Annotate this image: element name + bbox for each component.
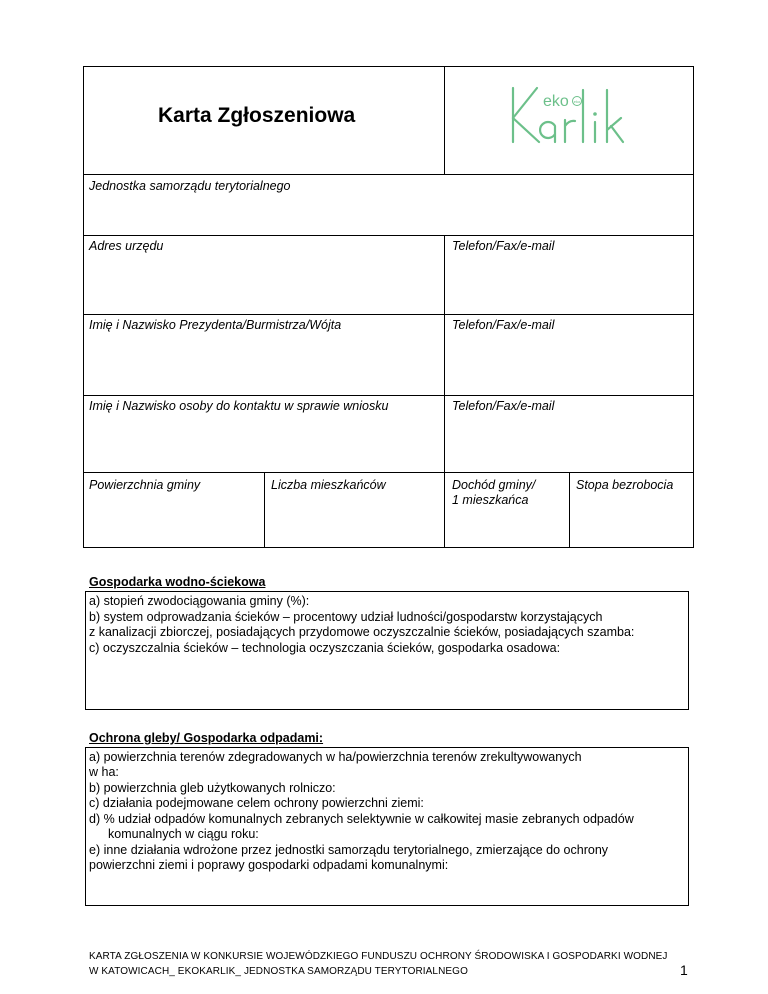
ekokarlik-logo [505, 82, 635, 148]
soil-section-title: Ochrona gleby/ Gospodarka odpadami: [89, 731, 324, 745]
soil-line: w ha: [89, 765, 119, 779]
water-line: z kanalizacji zbiorczej, posiadających przydomowe oczyszczalnie ścieków, posiadających szamba: [89, 625, 635, 639]
row-divider [83, 235, 694, 236]
income-label-line2: 1 mieszkańca [452, 493, 529, 507]
footer-line1: KARTA ZGŁOSZENIA W KONKURSIE WOJEWÓDZKIEGO FUNDUSZU OCHRONY ŚRODOWISKA I GOSPODARKI WODNEJ [89, 951, 668, 962]
unemployment-label: Stopa bezrobocia [576, 478, 674, 492]
population-label: Liczba mieszkańców [271, 478, 386, 492]
mayor-label: Imię i Nazwisko Prezydenta/Burmistrza/Wójta [89, 318, 342, 332]
row-divider [83, 472, 694, 473]
row-divider [83, 314, 694, 315]
col-divider [569, 472, 570, 548]
water-line: a) stopień zwodociągowania gminy (%): [89, 594, 310, 608]
page-number: 1 [680, 962, 688, 978]
soil-line: komunalnych w ciągu roku: [108, 827, 259, 841]
phone-label: Telefon/Fax/e-mail [452, 399, 555, 413]
phone-label: Telefon/Fax/e-mail [452, 318, 555, 332]
water-line: c) oczyszczalnia ścieków – technologia oczyszczania ścieków, gospodarka osadowa: [89, 641, 561, 655]
water-section-title: Gospodarka wodno-ściekowa [89, 575, 266, 589]
soil-line: a) powierzchnia terenów zdegradowanych w ha/powierzchnia terenów zrekultywowanych [89, 750, 582, 764]
jst-label: Jednostka samorządu terytorialnego [89, 179, 291, 193]
soil-line: d) % udział odpadów komunalnych zebranych selektywnie w całkowitej masie zebranych odpadów [89, 812, 634, 826]
col-divider [444, 235, 445, 548]
contact-person-label: Imię i Nazwisko osoby do kontaktu w sprawie wniosku [89, 399, 389, 413]
header-divider [444, 66, 445, 174]
phone-label: Telefon/Fax/e-mail [452, 239, 555, 253]
row-divider [83, 174, 694, 175]
address-label: Adres urzędu [89, 239, 164, 253]
footer-line2: W KATOWICACH_ EKOKARLIK_ JEDNOSTKA SAMORZĄDU TERYTORIALNEGO [89, 966, 468, 977]
logo-eko-text: eko [543, 93, 569, 110]
page-title: Karta Zgłoszeniowa [158, 104, 356, 127]
income-label-line1: Dochód gminy/ [452, 478, 536, 492]
soil-line: e) inne działania wdrożone przez jednostki samorządu terytorialnego, zmierzające do ochrony [89, 843, 609, 857]
soil-line: c) działania podejmowane celem ochrony powierzchni ziemi: [89, 796, 424, 810]
row-divider [83, 395, 694, 396]
logo-badge-text: eko [573, 99, 581, 104]
soil-line: powierzchni ziemi i poprawy gospodarki odpadami komunalnymi: [89, 858, 449, 872]
col-divider [264, 472, 265, 548]
area-label: Powierzchnia gminy [89, 478, 201, 492]
soil-line: b) powierzchnia gleb użytkowanych rolniczo: [89, 781, 336, 795]
water-line: b) system odprowadzania ścieków – procentowy udział ludności/gospodarstw korzystających [89, 610, 603, 624]
